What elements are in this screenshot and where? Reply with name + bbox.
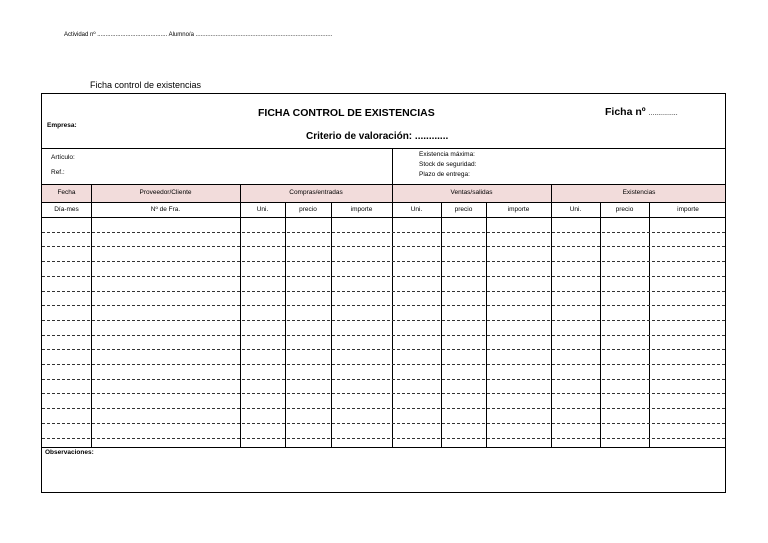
sub-header: Uni.	[569, 206, 582, 213]
sub-header: Uni.	[256, 206, 269, 213]
criterio-valoracion: Criterio de valoración: ............	[306, 131, 449, 142]
group-header-existencias: Existencias	[622, 189, 656, 196]
column-line	[331, 202, 332, 447]
entry-row-line	[42, 364, 725, 365]
entry-row-line	[42, 246, 725, 247]
entry-row-line	[42, 232, 725, 233]
entry-row-line	[42, 408, 725, 409]
column-line	[649, 202, 650, 447]
alumno-label: Alumno/a	[168, 32, 194, 38]
plazo-entrega-label: Plazo de entrega:	[419, 171, 470, 178]
entry-row-line	[42, 335, 725, 336]
stock-seguridad-label: Stock de seguridad:	[419, 161, 477, 168]
observaciones-label: Observaciones:	[45, 449, 94, 456]
group-header-ventas: Ventas/salidas	[450, 189, 493, 196]
actividad-label: Actividad nº	[64, 32, 96, 38]
form-caption: Ficha control de existencias	[90, 80, 202, 90]
entry-row-line	[42, 379, 725, 380]
column-line	[486, 202, 487, 447]
criterio-field[interactable]: ............	[414, 131, 449, 142]
sub-header: importe	[677, 206, 699, 213]
entry-row-line	[42, 291, 725, 292]
divider	[42, 447, 725, 448]
sub-header: importe	[350, 206, 373, 213]
divider	[42, 184, 725, 185]
sub-header: Uni.	[410, 206, 423, 213]
column-line	[441, 202, 442, 447]
actividad-field[interactable]: ..........................................	[97, 32, 168, 38]
sub-header: importe	[507, 206, 530, 213]
group-header-compras: Compras/entradas	[289, 189, 343, 196]
group-header-fecha: Fecha	[57, 189, 76, 196]
sub-header: Día-mes	[54, 206, 79, 213]
divider	[392, 148, 393, 184]
ficha-number-field[interactable]: ...............	[648, 110, 678, 117]
entry-row-line	[42, 276, 725, 277]
ref-label: Ref.:	[51, 169, 65, 176]
column-line	[285, 202, 286, 447]
entry-row-line	[42, 305, 725, 306]
sub-header: precio	[615, 206, 634, 213]
alumno-field[interactable]: ..................................................................................	[195, 32, 333, 38]
ficha-number-label: Ficha nº ...............	[605, 106, 678, 118]
entry-row-line	[42, 261, 725, 262]
entry-row-line	[42, 438, 725, 439]
entry-row-line	[42, 423, 725, 424]
column-line	[600, 202, 601, 447]
sub-header: precio	[454, 206, 473, 213]
form-title: FICHA CONTROL DE EXISTENCIAS	[258, 107, 435, 119]
divider	[42, 202, 725, 203]
activity-student-line	[64, 32, 332, 38]
empresa-label: Empresa:	[47, 122, 77, 129]
existencia-maxima-label: Existencia máxima:	[419, 151, 475, 158]
entry-row-line	[42, 349, 725, 350]
group-header-proveedor: Proveedor/Cliente	[139, 189, 192, 196]
sub-header: precio	[299, 206, 317, 213]
entry-row-line	[42, 393, 725, 394]
stock-control-form	[41, 93, 726, 493]
entry-row-line	[42, 320, 725, 321]
divider	[42, 148, 725, 149]
articulo-label: Artículo:	[51, 154, 75, 161]
sub-header: Nº de Fra.	[150, 206, 181, 213]
divider	[42, 217, 725, 218]
